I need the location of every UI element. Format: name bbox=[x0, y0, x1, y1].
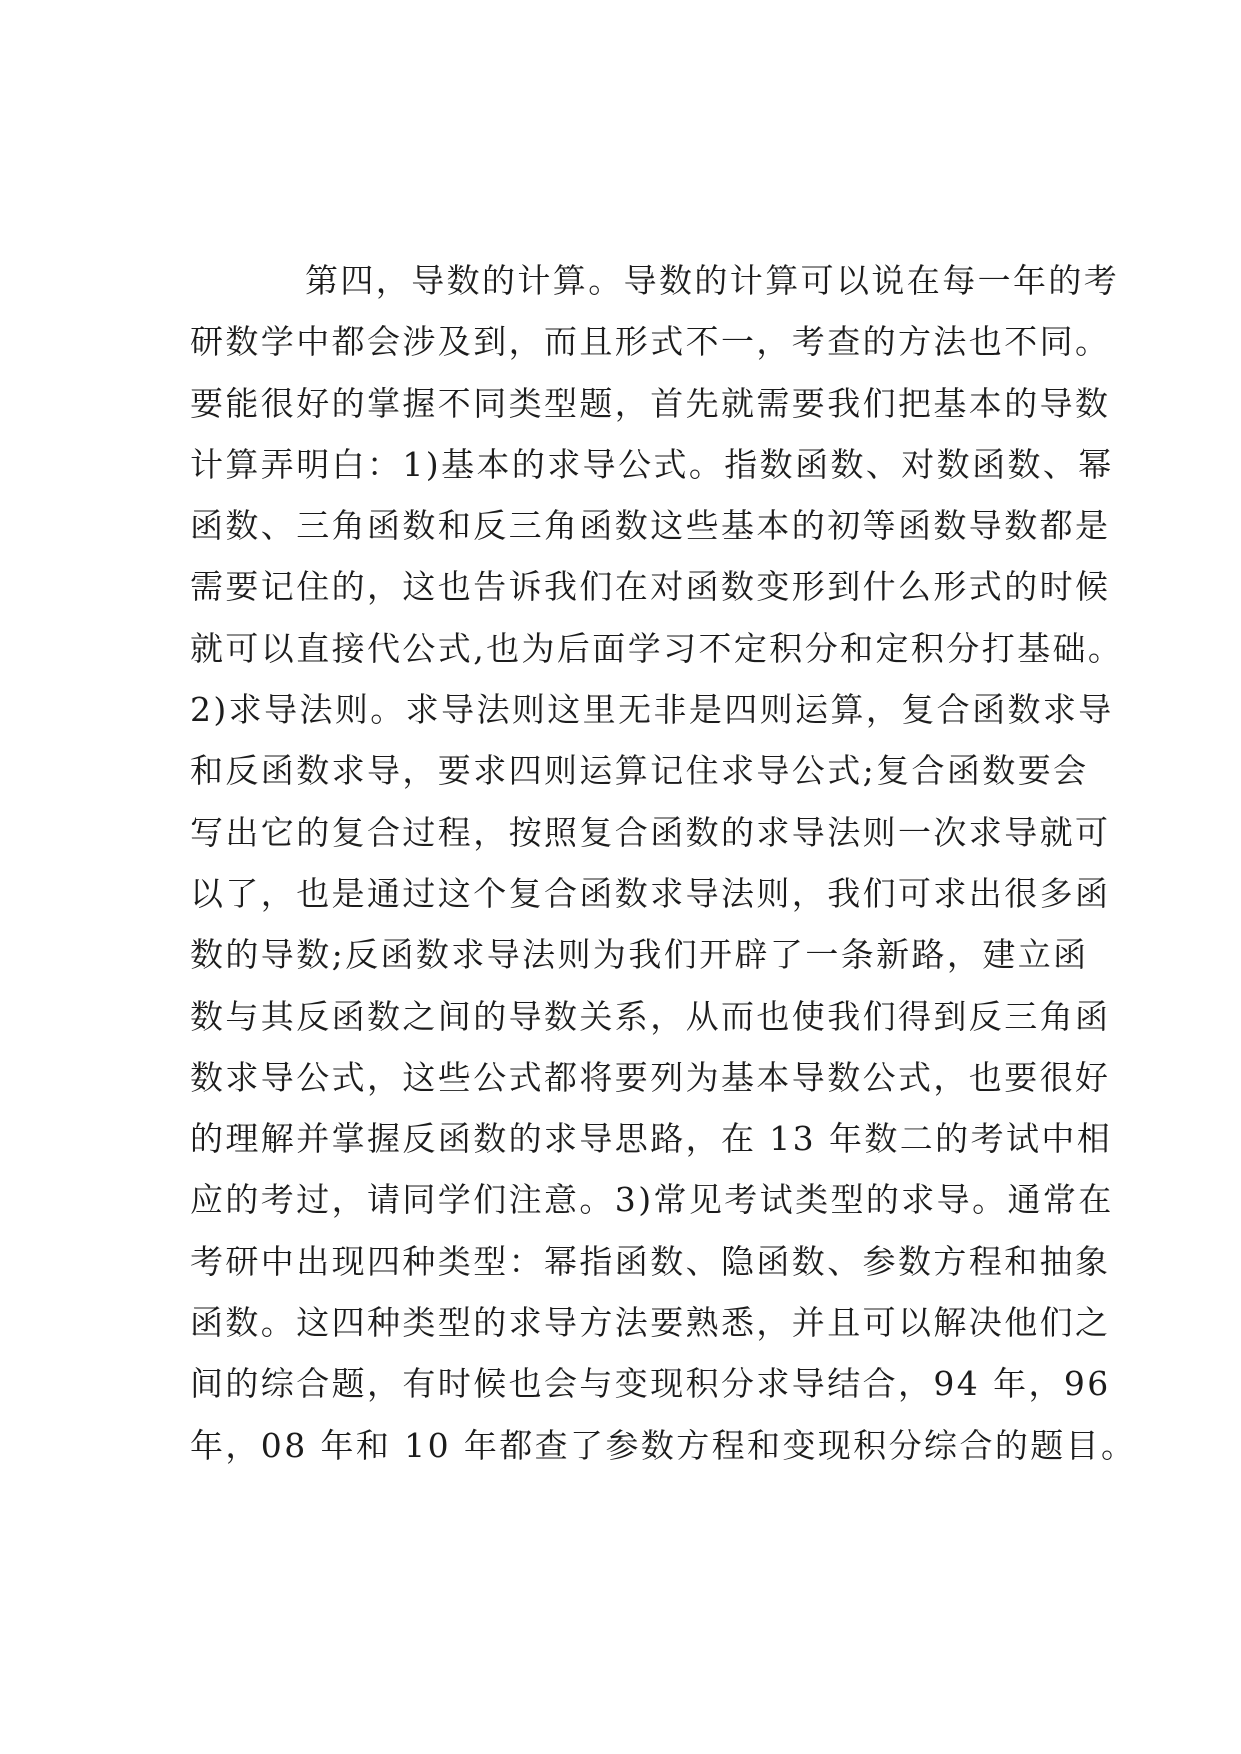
text-line: 以了，也是通过这个复合函数求导法则，我们可求出很多函 bbox=[190, 873, 1111, 913]
body-paragraph bbox=[190, 250, 1137, 1476]
text-line: 应的考过，请同学们注意。3)常见考试类型的求导。通常在 bbox=[190, 1180, 1114, 1220]
text-line: 就可以直接代公式,也为后面学习不定积分和定积分打基础。 bbox=[190, 628, 1124, 668]
text-line: 考研中出现四种类型：幂指函数、隐函数、参数方程和抽象 bbox=[190, 1241, 1111, 1281]
text-line: 数与其反函数之间的导数关系，从而也使我们得到反三角函 bbox=[190, 996, 1111, 1036]
text-line: 研数学中都会涉及到，而且形式不一，考查的方法也不同。 bbox=[190, 322, 1111, 362]
text-line: 计算弄明白：1)基本的求导公式。指数函数、对数函数、幂 bbox=[190, 444, 1114, 484]
text-line: 年，08 年和 10 年都查了参数方程和变现积分综合的题目。 bbox=[190, 1425, 1137, 1465]
text-line: 数的导数;反函数求导法则为我们开辟了一条新路，建立函 bbox=[190, 935, 1089, 975]
text-line: 第四，导数的计算。导数的计算可以说在每一年的考 bbox=[305, 261, 1120, 300]
text-line: 需要记住的，这也告诉我们在对函数变形到什么形式的时候 bbox=[190, 567, 1111, 607]
text-line: 间的综合题，有时候也会与变现积分求导结合，94 年，96 bbox=[190, 1364, 1111, 1404]
text-line: 函数、三角函数和反三角函数这些基本的初等函数导数都是 bbox=[190, 506, 1111, 546]
text-line: 函数。这四种类型的求导方法要熟悉，并且可以解决他们之 bbox=[190, 1303, 1111, 1343]
text-line: 要能很好的掌握不同类型题，首先就需要我们把基本的导数 bbox=[190, 383, 1111, 423]
text-line: 和反函数求导，要求四则运算记住求导公式;复合函数要会 bbox=[190, 751, 1089, 791]
text-line: 数求导公式，这些公式都将要列为基本导数公式，也要很好 bbox=[190, 1057, 1111, 1097]
text-line: 的理解并掌握反函数的求导思路，在 13 年数二的考试中相 bbox=[190, 1119, 1113, 1159]
text-line: 2)求导法则。求导法则这里无非是四则运算，复合函数求导 bbox=[190, 690, 1114, 730]
text-line: 写出它的复合过程，按照复合函数的求导法则一次求导就可 bbox=[190, 812, 1111, 852]
